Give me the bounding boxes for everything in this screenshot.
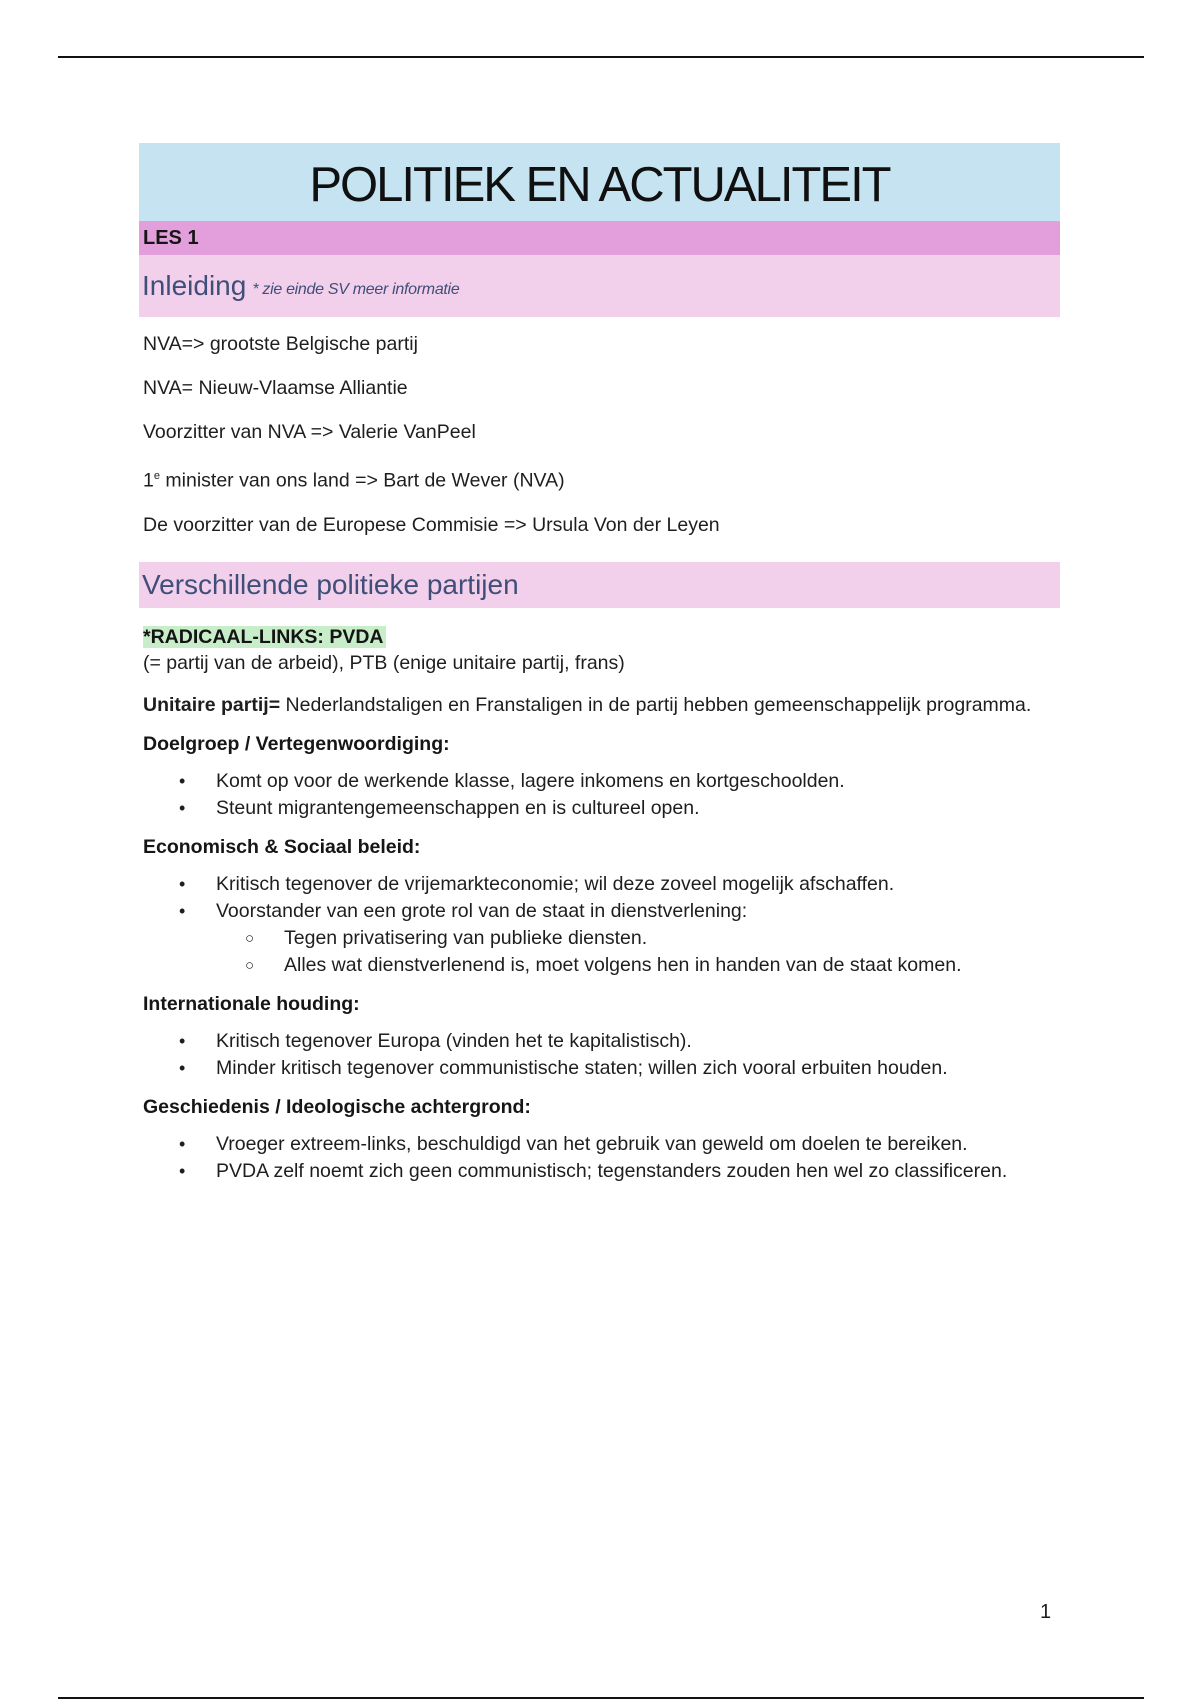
minister-prefix: 1 — [143, 469, 154, 492]
sub-list-item: ○ Alles wat dienstverlenend is, moet volgens hen in handen van de staat komen. — [212, 952, 1060, 979]
parties-heading-band — [139, 562, 1060, 608]
economisch-list — [139, 871, 1060, 979]
list-item: • Komt op voor de werkende klasse, lagere inkomens en kortgeschoolden. — [139, 768, 1060, 795]
radical-description: (= partij van de arbeid), PTB (enige unitaire partij, frans) — [143, 651, 625, 674]
intro-list — [139, 331, 1060, 538]
list-item: • Minder kritisch tegenover communistische staten; willen zich vooral erbuiten houden. — [139, 1055, 1060, 1082]
bullet-icon: • — [179, 1133, 186, 1154]
bullet-icon: • — [179, 900, 186, 921]
footer-rule — [58, 1697, 1144, 1699]
radical-block — [143, 626, 1060, 649]
bullet-icon: • — [179, 797, 186, 818]
intro-line-minister — [143, 463, 1060, 494]
parties-heading: Verschillende politieke partijen — [142, 568, 519, 600]
geschiedenis-heading: Geschiedenis / Ideologische achtergrond: — [143, 1095, 531, 1118]
intro-line: NVA= Nieuw-Vlaamse Alliantie — [143, 377, 408, 399]
unitaire-text: Nederlandstaligen en Franstaligen in de partij hebben gemeenschappelijk programma. — [280, 693, 1032, 716]
unitaire-paragraph — [143, 691, 1060, 719]
list-item: • PVDA zelf noemt zich geen communistisch; tegenstanders zouden hen wel zo classificeren. — [139, 1158, 1060, 1185]
intro-line: Voorzitter van NVA => Valerie VanPeel — [143, 421, 476, 443]
list-item: • Kritisch tegenover de vrijemarkteconomie; wil deze zoveel mogelijk afschaffen. — [139, 871, 1060, 898]
intro-line: NVA=> grootste Belgische partij — [143, 333, 418, 355]
geschiedenis-list — [139, 1131, 1060, 1185]
internationaal-list — [139, 1028, 1060, 1082]
intro-line: De voorzitter van de Europese Commisie => Ursula Von der Leyen — [143, 513, 720, 536]
page-number: 1 — [1040, 1601, 1052, 1623]
intro-note: * zie einde SV meer informatie — [252, 281, 460, 298]
lesson-label: LES 1 — [139, 221, 1060, 255]
economisch-sublist — [216, 925, 1060, 979]
bullet-icon: • — [179, 1057, 186, 1078]
list-item: • Voorstander van een grote rol van de staat in dienstverlening: ○ Tegen privatisering van publieke diensten. ○ Alles wat dienstverlenend is, moet volgens hen in handen van de staat komen. — [139, 898, 1060, 979]
title-band — [139, 143, 1060, 221]
document-body — [139, 143, 1060, 1185]
header-rule — [58, 56, 1144, 58]
circle-bullet-icon: ○ — [245, 929, 255, 947]
page-title: POLITIEK EN ACTUALITEIT — [309, 158, 890, 212]
list-item: • Steunt migrantengemeenschappen en is cultureel open. — [139, 795, 1060, 822]
minister-rest: minister van ons land => Bart de Wever (NVA) — [159, 469, 565, 492]
bullet-icon: • — [179, 1160, 186, 1181]
bullet-icon: • — [179, 873, 186, 894]
list-item: • Vroeger extreem-links, beschuldigd van het gebruik van geweld om doelen te bereiken. — [139, 1131, 1060, 1158]
unitaire-label: Unitaire partij= — [143, 693, 281, 716]
doelgroep-list — [139, 768, 1060, 822]
intro-heading-band — [139, 255, 1060, 317]
radical-label: *RADICAAL-LINKS: PVDA — [143, 625, 384, 648]
doelgroep-heading: Doelgroep / Vertegenwoordiging: — [143, 732, 450, 755]
bullet-icon: • — [179, 770, 186, 791]
circle-bullet-icon: ○ — [245, 956, 255, 974]
list-item: • Kritisch tegenover Europa (vinden het te kapitalistisch). — [139, 1028, 1060, 1055]
bullet-icon: • — [179, 1030, 186, 1051]
internationaal-heading: Internationale houding: — [143, 992, 360, 1015]
economisch-heading: Economisch & Sociaal beleid: — [143, 835, 421, 858]
sub-list-item: ○ Tegen privatisering van publieke diensten. — [212, 925, 1060, 952]
minister-sup: e — [153, 470, 160, 482]
intro-heading: Inleiding — [142, 270, 247, 301]
